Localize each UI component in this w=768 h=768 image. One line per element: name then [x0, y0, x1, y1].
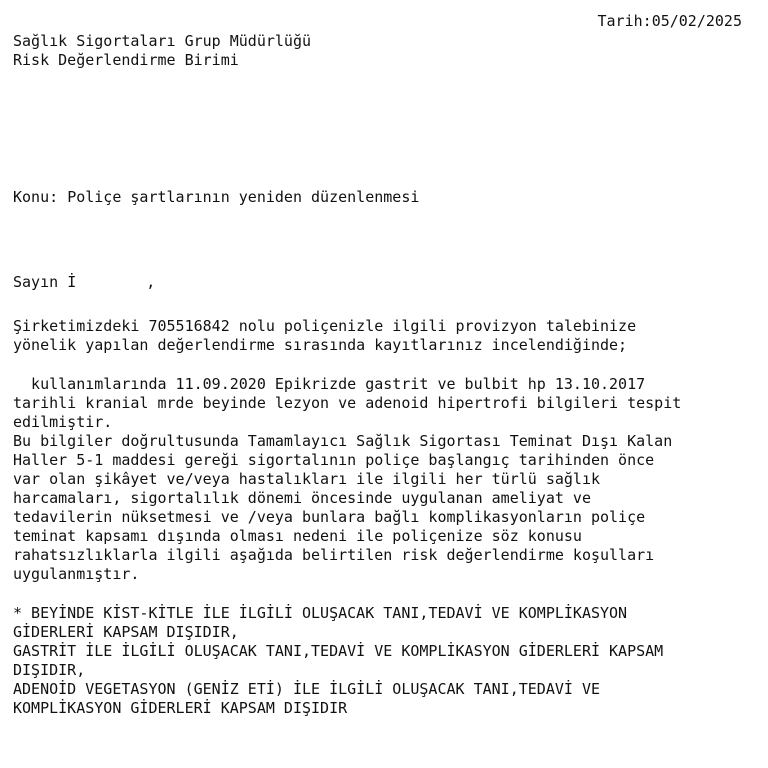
paragraph-line: teminat kapsamı dışında olması nedeni ile poliçenize söz konusu — [13, 527, 582, 545]
condition-line: GİDERLERİ KAPSAM DIŞIDIR, — [13, 623, 239, 641]
condition-line: KOMPLİKASYON GİDERLERİ KAPSAM DIŞIDIR — [13, 699, 348, 717]
paragraph-line: tedavilerin nüksetmesi ve /veya bunlara bağlı komplikasyonların poliçe — [13, 508, 646, 526]
salutation-comma: , — [146, 273, 156, 291]
subject-label: Konu: — [13, 188, 59, 206]
paragraph-line: Haller 5-1 maddesi gereği sigortalının poliçe başlangıç tarihinden önce — [13, 451, 655, 469]
paragraph-line: edilmiştir. — [13, 413, 113, 431]
recipient-initial: İ — [67, 273, 77, 291]
paragraph-line: Bu bilgiler doğrultusunda Tamamlayıcı Sağlık Sigortası Teminat Dışı Kalan — [13, 432, 673, 450]
organization-name: Sağlık Sigortaları Grup Müdürlüğü — [13, 32, 312, 50]
subject-text: Poliçe şartlarının yeniden düzenlenmesi — [67, 188, 420, 206]
condition-line: GASTRİT İLE İLGİLİ OLUŞACAK TANI,TEDAVİ VE KOMPLİKASYON GİDERLERİ KAPSAM — [13, 642, 664, 660]
condition-line: ADENOİD VEGETASYON (GENİZ ETİ) İLE İLGİLİ OLUŞACAK TANI,TEDAVİ VE — [13, 680, 600, 698]
paragraph-line: rahatsızlıklarla ilgili aşağıda belirtilen risk değerlendirme koşulları — [13, 546, 655, 564]
paragraph-line: Şirketimizdeki 705516842 nolu poliçenizle ilgili provizyon talebinize — [13, 317, 637, 335]
paragraph-line: tarihli kranial mrde beyinde lezyon ve adenoid hipertrofi bilgileri tespit — [13, 394, 682, 412]
subject-line — [13, 188, 419, 207]
paragraph-line: yönelik yapılan değerlendirme sırasında kayıtlarınız incelendiğinde; — [13, 336, 628, 354]
paragraph-line: harcamaları, sigortalılık dönemi öncesinde uygulanan ameliyat ve — [13, 489, 591, 507]
condition-line: DIŞIDIR, — [13, 661, 86, 679]
paragraph-line: uygulanmıştır. — [13, 565, 140, 583]
salutation-prefix: Sayın — [13, 273, 59, 291]
date-label: Tarih: — [597, 12, 652, 30]
condition-line: * BEYİNDE KİST-KİTLE İLE İLGİLİ OLUŞACAK TANI,TEDAVİ VE KOMPLİKASYON — [13, 604, 628, 622]
date-line — [598, 12, 743, 31]
paragraph-line: var olan şikâyet ve/veya hastalıkları ile ilgili her türlü sağlık — [13, 470, 600, 488]
date-value: 05/02/2025 — [651, 12, 742, 30]
salutation — [13, 273, 155, 292]
department-name: Risk Değerlendirme Birimi — [13, 51, 239, 69]
paragraph-line: kullanımlarında 11.09.2020 Epikrizde gastrit ve bulbit hp 13.10.2017 — [13, 375, 646, 393]
